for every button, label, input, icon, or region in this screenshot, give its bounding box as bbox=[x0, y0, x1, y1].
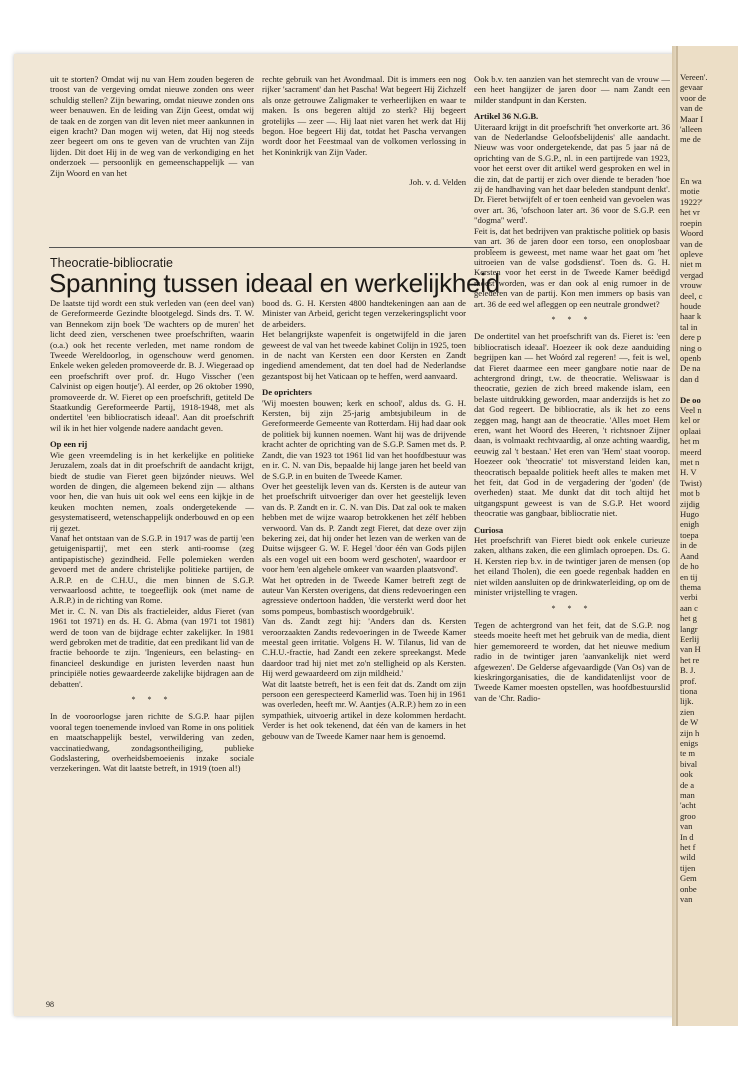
edge-line: De na bbox=[680, 363, 701, 374]
edge-line: verbi bbox=[680, 592, 698, 603]
edge-line: zijn h bbox=[680, 727, 700, 738]
edge-line: tal in bbox=[680, 321, 698, 332]
next-page-column bbox=[680, 72, 736, 905]
edge-line: meerd bbox=[680, 446, 702, 457]
edge-line: haar k bbox=[680, 311, 702, 322]
article-column-3 bbox=[474, 74, 670, 703]
paragraph: Van ds. Zandt zegt hij: 'Anders dan ds. Kersten veroorzaakten Zandts redevoeringen in de Tweede Kamer meestal geen irritatie. Volgens H. W. Tilanus, lid van de C.H.U.-fractie, had Zandt een zekere spreekangst. Mede daardoor trad hij niet met zo'n stelligheid op als Kersten. Hij werd gewaardeerd om zijn mildheid.' bbox=[262, 616, 466, 679]
edge-line: vrouw bbox=[680, 280, 702, 291]
edge-line: openb bbox=[680, 352, 702, 363]
edge-line: te m bbox=[680, 748, 696, 759]
edge-line: ook bbox=[680, 769, 693, 780]
article-headline: Spanning tussen ideaal en werkelijkheid bbox=[49, 268, 500, 298]
section-break: * * * bbox=[551, 603, 593, 613]
paragraph: Wat het optreden in de Tweede Kamer betreft zegt de auteur Van Kersten overigens, dat diens redevoeringen een agressieve ondertoon hadden, 'die versterkt werd door het soms pompeus, bombastisch woordgebruik'. bbox=[262, 574, 466, 616]
edge-line: enigs bbox=[680, 738, 699, 748]
subheading: De oprichters bbox=[262, 387, 312, 398]
edge-line: opleve bbox=[680, 248, 703, 259]
section-break: * * * bbox=[551, 314, 593, 324]
subheading: Artikel 36 N.G.B. bbox=[474, 111, 539, 122]
edge-line: langr bbox=[680, 623, 698, 634]
top-column-1 bbox=[50, 74, 254, 178]
edge-line: roepin bbox=[680, 217, 702, 228]
edge-line: wild bbox=[680, 852, 696, 863]
edge-line: van bbox=[680, 894, 693, 905]
edge-line: me de bbox=[680, 134, 701, 145]
edge-line: houde bbox=[680, 300, 702, 311]
section-break: * * * bbox=[131, 695, 173, 705]
edge-line: gevaar bbox=[680, 82, 703, 93]
edge-line: groo bbox=[680, 810, 696, 821]
edge-line: onbe bbox=[680, 883, 697, 894]
edge-line: dere p bbox=[680, 332, 702, 343]
author-signature: Joh. v. d. Velden bbox=[409, 177, 466, 188]
edge-line: Twist) bbox=[680, 477, 702, 488]
subheading: Curiosa bbox=[474, 524, 504, 535]
paragraph: Het belangrijkste wapenfeit is ongetwijfeld in die jaren geweest de val van het tweede kabinet Colijn in 1925, toen in de nacht van Kersten een door Kersten en Zandt ingediend amendement, dat ten doel had de Nederlandse gezantspost bij het Vaticaan op te heffen, werd aanvaard. bbox=[262, 329, 466, 381]
edge-line: vergad bbox=[680, 269, 704, 280]
edge-line: in de bbox=[680, 540, 697, 551]
edge-line: 1922?' bbox=[680, 196, 703, 207]
paragraph: bood ds. G. H. Kersten 4800 handtekeningen aan aan de Minister van Arbeid, gericht tegen verzekeringsplicht voor de arbeiders. bbox=[262, 298, 466, 329]
edge-line: de ho bbox=[680, 561, 699, 572]
edge-line bbox=[680, 384, 736, 394]
edge-line bbox=[680, 145, 736, 155]
edge-line: zijdig bbox=[680, 498, 700, 509]
section-divider bbox=[49, 247, 494, 248]
edge-line: het f bbox=[680, 842, 696, 853]
paragraph: Tegen de achtergrond van het feit, dat de S.G.P. nog steeds moeite heeft met het gebruik van de media, dient hier gememoreerd te worden, dat het nieuwe medium radio in de twintiger jaren 'aanvankelijk niet werd afgewezen'. De Gelderse afgevaardigde (Van Os) van de kieskringorganisaties, die de kandidatenlijst voor de Tweede Kamer moesten opstellen, was hoofdbestuurslid van de 'Chr. Radio- bbox=[474, 619, 670, 703]
edge-line: thema bbox=[680, 581, 701, 592]
edge-line: lijk. bbox=[680, 696, 694, 707]
edge-line: De oo bbox=[680, 394, 701, 405]
edge-line: In d bbox=[680, 831, 694, 842]
edge-line: en tij bbox=[680, 571, 698, 582]
paragraph: Wie geen vreemdeling is in het kerkelijke en politieke Jeruzalem, zoals dat in dit proefschrift de aandacht krijgt, biedt de studie van Fieret geen bijzónder nieuws. Wel worden de dingen, die algemeen bekend zijn — althans voor hen, die van huis uit ook wel eens een kijkje in de keuken mochten nemen, zoals ondergetekende — gesystematiseerd, wetenschappelijk onderbouwd en op een rij gezet. bbox=[50, 449, 254, 533]
paragraph: Met ir. C. N. van Dis als fractieleider, aldus Fieret (van 1961 tot 1971) en ds. H. G. Abma (van 1971 tot 1981) werd de toon van de bijdrage echter zakelijker. In 1981 werd gebroken met de traditie, dat een predikant lid van de fractie behoorde te zijn. 'Ingenieurs, een belasting- en financieel deskundige en juristen leverden naast hun principiële noties gewaardeerde zakelijke bijdragen aan de debatten'. bbox=[50, 605, 254, 689]
edge-line: kel or bbox=[680, 415, 700, 426]
edge-line: Vereen'. bbox=[680, 72, 708, 82]
edge-line bbox=[680, 155, 736, 165]
edge-line: Veel n bbox=[680, 405, 702, 415]
edge-line: ning o bbox=[680, 342, 702, 353]
edge-line: van bbox=[680, 821, 693, 832]
paragraph: Feit is, dat het bedrijven van praktische politiek op basis van art. 36 de jaren door een torso, een onoplosbaar probleem is geweest, met name waar het gaat om 'het uitroeien van de valse godsdienst'. Toen ds. G. H. Kersten voor het eerst in de Tweede Kamer beëdigd moest worden, was er dan ook al enig rumoer in de gelederen van de partij. Kon men immers op basis van art. 36 de eed wel afleggen op een neutrale grondwet? bbox=[474, 225, 670, 309]
edge-line: Aand bbox=[680, 550, 699, 561]
top-column-2-text: rechte gebruik van het Avondmaal. Dit is immers een nog rijker 'sacrament' dan het Pascha! Wat begeert Hij Zichzelf als onze getrouwe Zaligmaker te verheerlijken en waar te maken. Is ons begeren altijd zo sterk? Hij begeert grotelijks — zeer —. Hij laat niet varen het werk dat Hij begon. Hoe begeert Hij dat, totdat het Pascha vervangen wordt door het Feestmaal van de volkomen verlossing in het Koninkrijk van Zijn Vader. bbox=[262, 74, 466, 157]
edge-line: H. V bbox=[680, 467, 697, 478]
edge-line: Gem bbox=[680, 873, 697, 884]
paragraph: 'Wij moesten bouwen; kerk en school', aldus ds. G. H. Kersten, bij zijn 25-jarig ambtsjubileum in de Gereformeerde Gemeente van Rotterdam. Hij had daar ook de politiek bij kunnen noemen. Want hij was de drijvende kracht achter de oprichting van de S.G.P. Samen met ds. P. Zandt, die van 1923 tot 1961 lid van het hoofdbestuur was en ir. C. N. van Dis, bepaalde hij lange jaren het beeld van de S.G.P. in en buiten de Tweede Kamer. bbox=[262, 397, 466, 481]
paragraph: Wat dit laatste betreft, het is een feit dat ds. Zandt om zijn persoon een gerespecteerd Kamerlid was. Toen hij in 1961 was overleden, heeft mr. W. Aantjes (A.R.P.) hem zo in een sympathiek, uitvoerig artikel in deze kolommen herdacht. Verder is het ook tekenend, dat één van de kamers in het gebouw van de Tweede Kamer naar hem is genoemd. bbox=[262, 678, 466, 741]
paragraph: Ook b.v. ten aanzien van het stemrecht van de vrouw — een heet hangijzer de jaren door — nam Zandt een milder standpunt in dan Kersten. bbox=[474, 74, 670, 105]
article-column-1 bbox=[50, 298, 254, 774]
top-column-2 bbox=[262, 74, 466, 188]
edge-line: zien bbox=[680, 706, 695, 717]
edge-line: deel, c bbox=[680, 290, 703, 301]
edge-line: mot b bbox=[680, 488, 700, 499]
edge-line: oplaai bbox=[680, 425, 701, 436]
paragraph: Uiteraard krijgt in dit proefschrift 'het onverkorte art. 36 van de Nederlandse Geloofsbelijdenis' alle aandacht. Nieuw was voor ondergetekende, dat pas 5 jaar ná de oprichting van de S.G.P., nl. in een partijrede van 1923, voor het eerst over dit artikel werd gesproken en wel in die zin, dat de partij er zich over diende te beraden 'hoe zij de handhaving van het daar beleden standpunt denkt'. Dr. Fieret betwijfelt of er toen eenheid van gevoelen was over art. 36, 'ofschoon later art. 36 voor de S.G.P. een "dogma" werd'. bbox=[474, 121, 670, 226]
edge-line: dan d bbox=[680, 373, 699, 384]
paragraph: De laatste tijd wordt een stuk verleden van (een deel van) de Gereformeerde Gezindte blootgelegd. Sinds drs. T. W. van Bennekom zijn boek 'De wachters op de muren' het licht deed zien, verschenen twee proefschriften, waarin (o.a.) ook het recente verleden, met name rondom de Tweede Wereldoorlog, in ogenschouw werd genomen. Enkele weken geleden promoveerde dr. B. J. Wiegeraad op een proefschrift over prof. dr. Hugo Visscher ('een Calvinist op eigen houtje'). Al eerder, op 26 oktober 1990, promoveerde dr. W. Fieret op een proefschrift, getiteld De Staatkundig Gereformeerde Partij, 1918-1948, met als ondertitel 'een bibliocratisch ideaal'. Aan dit proefschrift wil ik in het hier volgende nadere aandacht geven. bbox=[50, 298, 254, 433]
edge-line: het m bbox=[680, 436, 700, 447]
edge-line: prof. bbox=[680, 675, 697, 686]
section-label: Theocratie-bibliocratie bbox=[50, 256, 173, 270]
edge-line: aan c bbox=[680, 602, 698, 613]
edge-line: enigh bbox=[680, 519, 700, 530]
page-number: 98 bbox=[46, 1000, 54, 1009]
edge-line: 'alleen bbox=[680, 124, 703, 135]
edge-line: het vr bbox=[680, 207, 700, 218]
edge-line: de W bbox=[680, 717, 699, 728]
edge-line: het g bbox=[680, 613, 697, 624]
edge-line bbox=[680, 166, 736, 176]
edge-line: bival bbox=[680, 758, 698, 769]
edge-line: van de bbox=[680, 103, 703, 114]
paragraph: De ondertitel van het proefschrift van ds. Fieret is: 'een bibliocratisch ideaal'. Hoezeer ik ook deze aanduiding begrijpen kan — het Woórd zal regeren! —, feit is wel, dat Fieret daarmee een meer gangbare notie naar de achtergrond dringt, t.w. de theocratie. Weliswaar is theocratie, gezien de zich breed makende islam, een belaste uitdrukking geworden, maar anderzijds is het zo dat God regeert. De bibliocratie, als ik het zo eens zeggen mag, hangt aan de theocratie. 'Alles moet Hem eren, want het Woord des Heeren, 't richtsnoer Zijner daan, is volmaakt rechtvaardig, al onze achting waardig, eeuwig zal 't bestaan.' Het eren van 'Hem' staat voorop. Hoezeer ook 'theocratie' tot misverstand leiden kan, theocratisch bepaalde politiek heeft alles te maken met het feit, dat God in de vergadering der 'goden' (de overheden) staat. Me dunkt dat dit toch altijd het uitgangspunt geweest is van de S.G.P. Het woord theocratie was gangbaar, bibliocratie niet. bbox=[474, 331, 670, 519]
edge-line: het re bbox=[680, 654, 700, 665]
edge-line: Hugo bbox=[680, 509, 700, 520]
edge-line: toepa bbox=[680, 529, 699, 540]
paragraph: In de vooroorlogse jaren richtte de S.G.P. haar pijlen vooral tegen toenemende invloed van Rome in ons politiek en maatschappelijk bestel, verwildering van zeden, vaccinatiedwang, zondagsontheiliging, publieke Godslastering, overheidsbemoeienis inzake sociale verzekeringen. Wat dit laatste betreft, in 1919 (toen al!) bbox=[50, 711, 254, 774]
edge-line: niet m bbox=[680, 259, 702, 270]
edge-line: En wa bbox=[680, 176, 702, 187]
edge-line: motie bbox=[680, 186, 700, 197]
edge-line: tiona bbox=[680, 685, 698, 696]
edge-line: de a bbox=[680, 779, 695, 790]
edge-line: 'acht bbox=[680, 800, 696, 811]
edge-line: tijen bbox=[680, 862, 696, 873]
edge-line: Eerlij bbox=[680, 633, 700, 644]
article-column-2 bbox=[262, 298, 466, 741]
subheading: Op een rij bbox=[50, 439, 88, 450]
edge-line: man bbox=[680, 790, 695, 801]
top-column-1-text: uit te storten? Omdat wij nu van Hem zouden begeren de troost van de vergeving omdat nieuwe zonden ons weer schuldig stellen? Zijn bewaring, omdat nieuwe zonden ons weer benauwen. En de leiding van Zijn Geest, omdat wij de taak en de zorgen van dit leven niet meer aankunnen in eigen kracht? Dan mogen wij weten, dat Hij nog steeds zeer begeert om ons te geven van de vruchten van Zijn lijden. Dit doet Hij in de weg van de verkondiging en het onderzoek — persoonlijk en gemeenschappelijk — van Zijn Woord en van het bbox=[50, 74, 254, 178]
edge-line: Maar I bbox=[680, 113, 704, 124]
edge-line: Woord bbox=[680, 228, 704, 239]
paragraph: Over het geestelijk leven van ds. Kersten is de auteur van het proefschrift uitvoeriger dan over het geestelijk leven van ds. P. Zandt en ir. C. N. van Dis. Dat zal ook te maken hebben met de wijze waarop betrokkenen het zélf hebben verwoord. Van ds. P. Zandt zegt Fieret, dat deze over zijn bekering zei, dat hij onder het lezen van de werken van de Duitse wijsgeer G. W. F. Hegel 'door één van Gods pijlen als een vogel uit een boom werd geschoten', waardoor er voor hem 'een algehele omkeer van waarden plaatsvond'. bbox=[262, 480, 466, 575]
edge-line: voor de bbox=[680, 92, 707, 103]
paragraph: Vanaf het ontstaan van de S.G.P. in 1917 was de partij 'een getuigenispartij', met een sterk anti-roomse (zeg antipapistische) gezindheid. Felle polemieken werden gevoerd met de andere christelijke politieke partijen, de A.R.P. en de C.H.U., die men binnen de S.G.P. verwaarloosd achtte, te toegeeflijk ook (met name de A.R.P.) in de richting van Rome. bbox=[50, 532, 254, 606]
edge-line: van de bbox=[680, 238, 703, 249]
edge-line: B. J. bbox=[680, 665, 696, 676]
edge-line: van H bbox=[680, 644, 701, 655]
edge-line: met n bbox=[680, 457, 700, 468]
paragraph: Het proefschrift van Fieret biedt ook enkele curieuze zaken, althans zaken, die een glimlach oproepen. Ds. G. H. Kersten riep b.v. in de twintiger jaren de mensen (op het eiland Tholen), die een goede regenbak hadden en niet wilden aansluiten op de drinkwaterleiding, op om de minister vrijstelling te vragen. bbox=[474, 535, 670, 598]
